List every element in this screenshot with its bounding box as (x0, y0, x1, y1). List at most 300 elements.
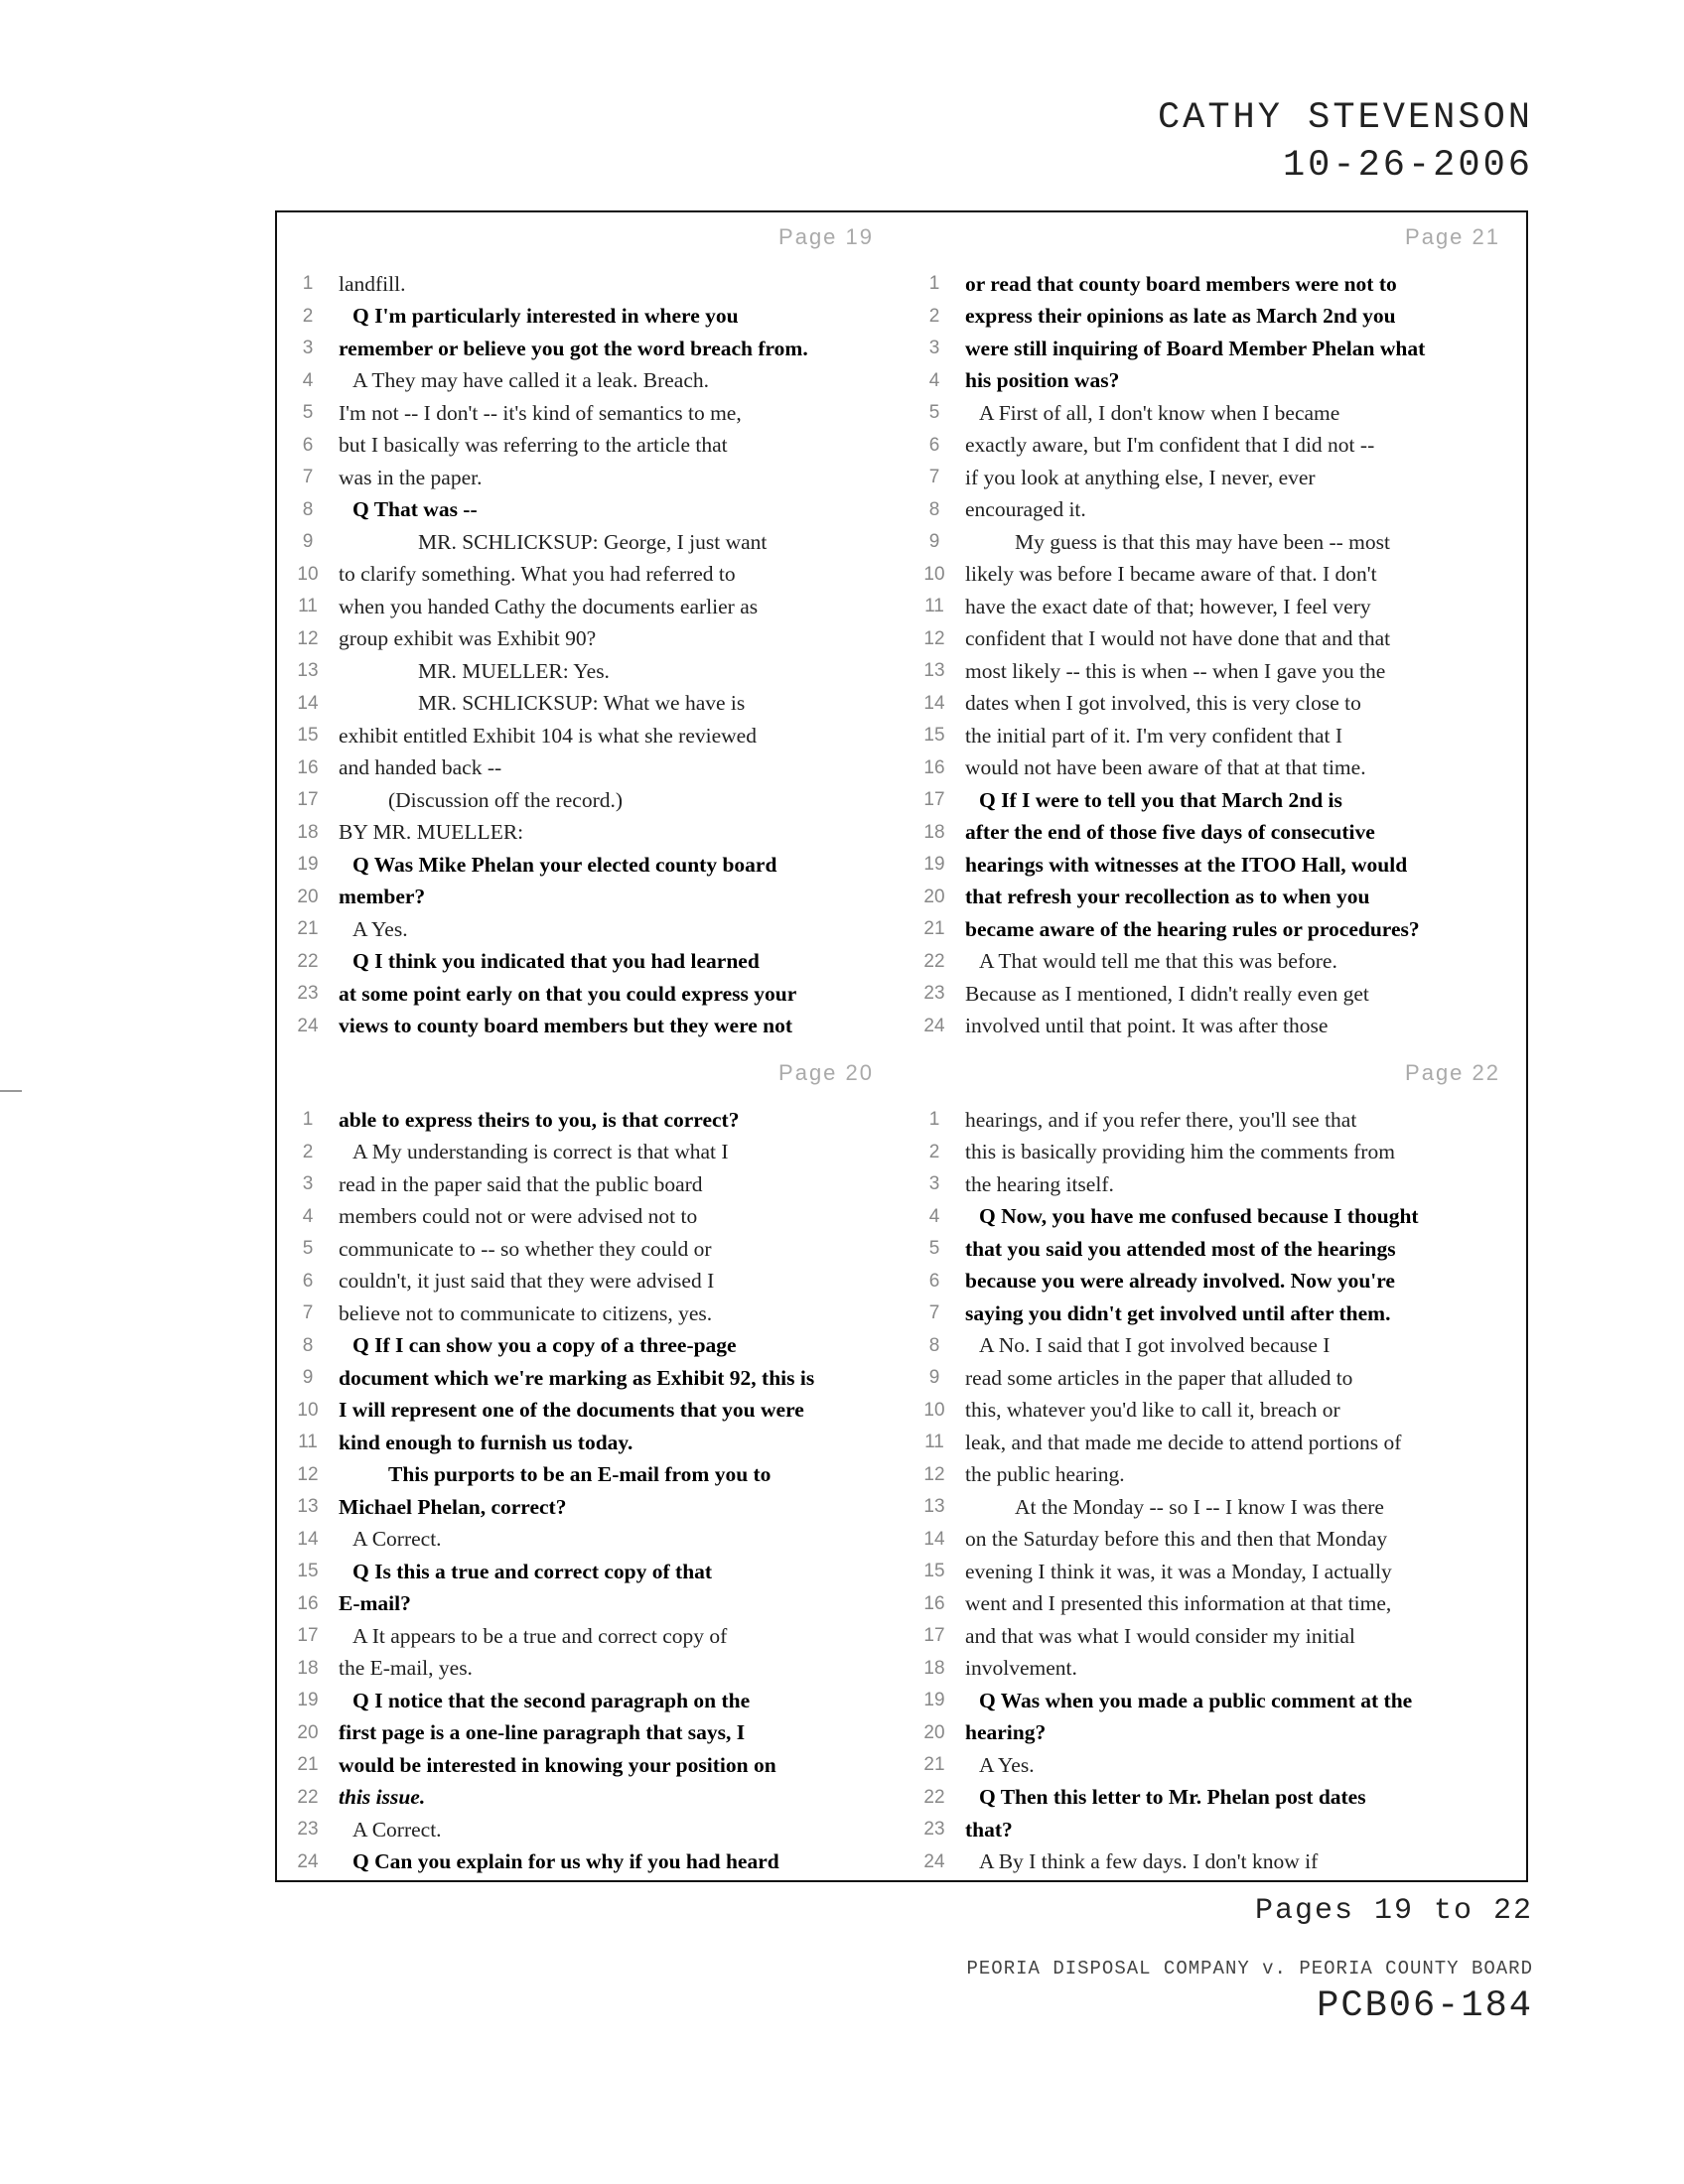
line-text: Q I notice that the second paragraph on the (352, 1688, 751, 1712)
transcript-line (904, 1653, 1530, 1686)
line-number: 1 (302, 1109, 314, 1131)
header-name: CATHY STEVENSON (1157, 97, 1533, 139)
transcript-line (904, 559, 1530, 592)
line-number: 9 (928, 1367, 940, 1389)
line-text: because you were already involved. Now you're (965, 1269, 1395, 1294)
transcript-line (277, 720, 904, 752)
transcript-line (904, 1011, 1530, 1043)
page-label: Page 19 (778, 224, 874, 249)
page-label: Page 21 (1405, 224, 1500, 249)
line-text: to clarify something. What you had referred to (339, 562, 736, 587)
line-text: members could not or were advised not to (339, 1204, 698, 1229)
line-number: 18 (923, 821, 945, 843)
line-text: believe not to communicate to citizens, yes. (339, 1300, 713, 1325)
line-text: I will represent one of the documents that you were (339, 1398, 804, 1423)
line-text: were still inquiring of Board Member Phelan what (965, 336, 1426, 360)
line-text: Q That was -- (352, 497, 478, 522)
transcript-line (277, 1201, 904, 1234)
line-text: A Correct. (352, 1527, 442, 1552)
transcript-line (904, 1362, 1530, 1395)
line-number: 4 (928, 369, 940, 391)
line-text: Q Is this a true and correct copy of that (352, 1559, 713, 1583)
line-number: 5 (928, 402, 940, 424)
line-text: became aware of the hearing rules or procedures? (965, 916, 1420, 941)
line-text: the public hearing. (965, 1462, 1125, 1487)
line-text: views to county board members but they were not (339, 1014, 793, 1038)
line-text: first page is a one-line paragraph that says, I (339, 1720, 746, 1745)
line-number: 8 (928, 1334, 940, 1356)
transcript-line (277, 1330, 904, 1363)
transcript-line (904, 1427, 1530, 1459)
line-text: MR. SCHLICKSUP: What we have is (418, 691, 746, 716)
line-text: hearings with witnesses at the ITOO Hall, would (965, 852, 1408, 877)
line-text: I'm not -- I don't -- it's kind of semantics to me, (339, 400, 742, 425)
transcript-line (277, 1459, 904, 1492)
line-text: At the Monday -- so I -- I know I was there (1015, 1494, 1384, 1519)
transcript-line (904, 1104, 1530, 1137)
line-number: 2 (928, 1141, 940, 1162)
line-text: this, whatever you'd like to call it, breach or (965, 1398, 1340, 1423)
line-text: A No. I said that I got involved because I (979, 1333, 1331, 1358)
line-number: 11 (924, 596, 944, 617)
line-text: the hearing itself. (965, 1171, 1114, 1196)
line-number: 3 (928, 1173, 940, 1195)
transcript-line (904, 1620, 1530, 1653)
line-text: this issue. (339, 1785, 426, 1810)
line-number: 19 (923, 1690, 945, 1711)
line-text: couldn't, it just said that they were advised I (339, 1269, 715, 1294)
case-number: PCB06-184 (1317, 1985, 1533, 2027)
transcript-line (277, 333, 904, 365)
line-number: 5 (928, 1238, 940, 1260)
line-text: that? (965, 1817, 1013, 1842)
line-number: 16 (297, 756, 319, 778)
transcript-line (904, 1395, 1530, 1428)
line-number: 14 (923, 1528, 945, 1550)
line-number: 22 (923, 950, 945, 972)
line-number: 21 (297, 1754, 319, 1776)
line-text: Q I'm particularly interested in where you (352, 304, 739, 329)
transcript-line (904, 365, 1530, 398)
line-text: have the exact date of that; however, I feel very (965, 594, 1371, 618)
transcript-line (904, 268, 1530, 301)
line-text: went and I presented this information at that time, (965, 1591, 1392, 1616)
line-text: would not have been aware of that at that time. (965, 755, 1366, 780)
line-text: on the Saturday before this and then that Monday (965, 1527, 1388, 1552)
transcript-line (904, 882, 1530, 914)
line-text: remember or believe you got the word breach from. (339, 336, 808, 360)
line-number: 15 (297, 1561, 319, 1582)
line-text: at some point early on that you could express your (339, 981, 797, 1006)
line-number: 24 (297, 1850, 319, 1872)
transcript-line (904, 1717, 1530, 1750)
line-text: This purports to be an E-mail from you to (388, 1462, 772, 1487)
line-text: or read that county board members were not to (965, 271, 1397, 296)
page-lines (904, 1104, 1530, 1878)
line-text: Q Was Mike Phelan your elected county board (352, 852, 777, 877)
transcript-line (904, 1297, 1530, 1330)
transcript-line (904, 1266, 1530, 1298)
page-lines (904, 268, 1530, 1042)
line-text: involved until that point. It was after those (965, 1014, 1329, 1038)
transcript-line (277, 1233, 904, 1266)
line-number: 6 (302, 1270, 314, 1292)
transcript-line (904, 1524, 1530, 1557)
transcript-line (277, 1395, 904, 1428)
transcript-line (277, 1104, 904, 1137)
transcript-line (277, 1685, 904, 1717)
line-number: 1 (302, 273, 314, 295)
line-number: 15 (923, 1561, 945, 1582)
line-number: 10 (923, 563, 945, 585)
line-text: likely was before I became aware of that. I don't (965, 562, 1377, 587)
line-number: 15 (923, 725, 945, 747)
line-text: A First of all, I don't know when I became (979, 400, 1340, 425)
line-number: 23 (297, 1819, 319, 1841)
transcript-line (277, 430, 904, 463)
line-number: 3 (928, 338, 940, 359)
transcript-line (277, 301, 904, 334)
transcript-line (904, 1685, 1530, 1717)
transcript-line (277, 1717, 904, 1750)
line-number: 12 (297, 627, 319, 649)
line-text: A It appears to be a true and correct copy of (352, 1623, 728, 1648)
line-number: 22 (297, 950, 319, 972)
line-number: 18 (297, 821, 319, 843)
transcript-line (904, 1588, 1530, 1621)
transcript-line (277, 1749, 904, 1782)
line-text: A Correct. (352, 1817, 442, 1842)
line-text: kind enough to furnish us today. (339, 1430, 633, 1454)
line-number: 12 (923, 1463, 945, 1485)
line-text: his position was? (965, 368, 1120, 393)
line-number: 9 (302, 531, 314, 553)
transcript-line (277, 1620, 904, 1653)
transcript-line (277, 1168, 904, 1201)
line-text: and that was what I would consider my initial (965, 1623, 1355, 1648)
line-number: 2 (928, 305, 940, 327)
line-text: read in the paper said that the public board (339, 1171, 703, 1196)
transcript-line (904, 1556, 1530, 1588)
line-text: read some articles in the paper that alluded to (965, 1365, 1353, 1390)
line-text: and handed back -- (339, 755, 502, 780)
transcript-frame (275, 210, 1528, 1882)
line-number: 21 (923, 1754, 945, 1776)
line-text: was in the paper. (339, 465, 483, 489)
line-number: 7 (302, 1302, 314, 1324)
line-number: 19 (297, 1690, 319, 1711)
transcript-line (904, 978, 1530, 1011)
line-number: 21 (923, 918, 945, 940)
line-text: evening I think it was, it was a Monday, I actually (965, 1559, 1392, 1583)
line-number: 14 (923, 692, 945, 714)
transcript-line (904, 752, 1530, 785)
line-number: 10 (297, 1399, 319, 1421)
line-text: Q Can you explain for us why if you had heard (352, 1849, 779, 1874)
line-number: 13 (923, 660, 945, 682)
transcript-line (904, 1846, 1530, 1879)
line-number: 22 (923, 1786, 945, 1808)
line-text: but I basically was referring to the article that (339, 433, 728, 458)
line-text: most likely -- this is when -- when I gave you the (965, 658, 1386, 683)
transcript-line (904, 913, 1530, 946)
line-number: 8 (302, 1334, 314, 1356)
transcript-line (904, 526, 1530, 559)
line-number: 13 (923, 1496, 945, 1518)
transcript-line (904, 1137, 1530, 1169)
transcript-line (277, 752, 904, 785)
line-number: 23 (923, 1819, 945, 1841)
line-text: E-mail? (339, 1591, 411, 1616)
line-number: 12 (923, 627, 945, 649)
line-number: 20 (297, 886, 319, 907)
line-number: 11 (924, 1432, 944, 1453)
line-text: communicate to -- so whether they could or (339, 1236, 712, 1261)
line-text: exactly aware, but I'm confident that I did not -- (965, 433, 1375, 458)
line-text: A Yes. (352, 916, 408, 941)
line-number: 3 (302, 1173, 314, 1195)
transcript-line (904, 1814, 1530, 1846)
line-text: A By I think a few days. I don't know if (979, 1849, 1319, 1874)
line-text: landfill. (339, 271, 406, 296)
transcript-line (277, 494, 904, 527)
page-label: Page 22 (1405, 1060, 1500, 1085)
line-number: 3 (302, 338, 314, 359)
transcript-line (277, 1011, 904, 1043)
line-text: dates when I got involved, this is very close to (965, 691, 1361, 716)
transcript-line (277, 1782, 904, 1815)
line-text: this is basically providing him the comments from (965, 1140, 1395, 1164)
transcript-line (277, 784, 904, 817)
transcript-line (277, 1362, 904, 1395)
transcript-line (277, 882, 904, 914)
transcript-line (904, 494, 1530, 527)
line-number: 1 (928, 1109, 940, 1131)
line-number: 4 (302, 369, 314, 391)
line-number: 9 (928, 531, 940, 553)
line-text: Q Then this letter to Mr. Phelan post dates (979, 1785, 1366, 1810)
transcript-line (277, 946, 904, 979)
line-number: 24 (923, 1015, 945, 1036)
line-text: My guess is that this may have been -- most (1015, 529, 1390, 554)
transcript-line (904, 688, 1530, 721)
transcript-line (904, 720, 1530, 752)
line-number: 2 (302, 305, 314, 327)
transcript-line (277, 365, 904, 398)
line-text: if you look at anything else, I never, ever (965, 465, 1316, 489)
line-number: 20 (297, 1721, 319, 1743)
line-text: involvement. (965, 1656, 1077, 1681)
transcript-line (277, 397, 904, 430)
line-text: the initial part of it. I'm very confident that I (965, 723, 1343, 748)
transcript-line (904, 462, 1530, 494)
line-number: 13 (297, 660, 319, 682)
transcript-line (277, 655, 904, 688)
line-text: Michael Phelan, correct? (339, 1494, 567, 1519)
line-number: 2 (302, 1141, 314, 1162)
line-text: the E-mail, yes. (339, 1656, 473, 1681)
line-number: 17 (297, 1625, 319, 1647)
transcript-line (277, 559, 904, 592)
line-text: BY MR. MUELLER: (339, 820, 524, 845)
line-number: 8 (928, 498, 940, 520)
transcript-line (277, 268, 904, 301)
transcript-line (277, 1266, 904, 1298)
line-number: 17 (923, 1625, 945, 1647)
transcript-line (277, 1297, 904, 1330)
transcript-line (904, 849, 1530, 882)
page-lines (277, 1104, 904, 1878)
line-number: 12 (297, 1463, 319, 1485)
transcript-line (904, 1459, 1530, 1492)
case-caption: PEORIA DISPOSAL COMPANY v. PEORIA COUNTY BOARD (966, 1958, 1533, 1979)
transcript-line (277, 913, 904, 946)
line-number: 11 (298, 596, 318, 617)
line-number: 10 (923, 1399, 945, 1421)
transcript-line (904, 397, 1530, 430)
line-number: 9 (302, 1367, 314, 1389)
transcript-line (904, 1201, 1530, 1234)
line-number: 4 (302, 1205, 314, 1227)
line-text: A Yes. (979, 1752, 1035, 1777)
transcript-line (277, 1556, 904, 1588)
transcript-line (904, 1330, 1530, 1363)
transcript-line (904, 817, 1530, 850)
line-text: saying you didn't get involved until after them. (965, 1300, 1391, 1325)
transcript-line (277, 526, 904, 559)
line-number: 7 (928, 467, 940, 488)
line-text: MR. MUELLER: Yes. (418, 658, 610, 683)
line-text: A That would tell me that this was before. (979, 949, 1337, 974)
transcript-page (277, 212, 904, 1048)
line-text: MR. SCHLICKSUP: George, I just want (418, 529, 768, 554)
line-text: that you said you attended most of the hearings (965, 1236, 1396, 1261)
transcript-line (277, 623, 904, 656)
line-text: when you handed Cathy the documents earlier as (339, 594, 759, 618)
line-text: member? (339, 885, 426, 909)
transcript-line (904, 655, 1530, 688)
transcript-line (904, 1233, 1530, 1266)
page-lines (277, 268, 904, 1042)
line-text: able to express theirs to you, is that correct? (339, 1107, 740, 1132)
page-label: Page 20 (778, 1060, 874, 1085)
transcript-line (277, 1524, 904, 1557)
line-text: express their opinions as late as March 2nd you (965, 304, 1396, 329)
line-number: 17 (923, 789, 945, 811)
transcript-line (277, 1588, 904, 1621)
transcript-line (277, 1427, 904, 1459)
line-text: Q Now, you have me confused because I thought (979, 1204, 1419, 1229)
line-text: encouraged it. (965, 497, 1086, 522)
transcript-line (277, 817, 904, 850)
header-date: 10-26-2006 (1282, 145, 1533, 187)
transcript-line (277, 1846, 904, 1879)
line-number: 17 (297, 789, 319, 811)
transcript-line (904, 430, 1530, 463)
line-number: 8 (302, 498, 314, 520)
transcript-line (277, 978, 904, 1011)
line-number: 16 (923, 756, 945, 778)
line-number: 21 (297, 918, 319, 940)
line-number: 6 (928, 1270, 940, 1292)
line-number: 14 (297, 1528, 319, 1550)
transcript-line (277, 849, 904, 882)
transcript-line (904, 946, 1530, 979)
line-text: group exhibit was Exhibit 90? (339, 626, 597, 651)
line-text: that refresh your recollection as to when you (965, 885, 1370, 909)
line-number: 16 (923, 1592, 945, 1614)
line-text: exhibit entitled Exhibit 104 is what she reviewed (339, 723, 757, 748)
transcript-line (277, 591, 904, 623)
transcript-line (904, 591, 1530, 623)
transcript-line (904, 1782, 1530, 1815)
line-number: 23 (297, 983, 319, 1005)
line-number: 16 (297, 1592, 319, 1614)
line-number: 4 (928, 1205, 940, 1227)
line-number: 18 (297, 1657, 319, 1679)
line-number: 19 (923, 854, 945, 876)
page-range: Pages 19 to 22 (1254, 1894, 1533, 1928)
line-text: A My understanding is correct is that what I (352, 1140, 729, 1164)
transcript-line (904, 1491, 1530, 1524)
line-text: would be interested in knowing your position on (339, 1752, 776, 1777)
line-text: (Discussion off the record.) (388, 787, 624, 812)
line-number: 24 (923, 1850, 945, 1872)
transcript-line (904, 1749, 1530, 1782)
line-text: A They may have called it a leak. Breach. (352, 368, 709, 393)
line-text: leak, and that made me decide to attend portions of (965, 1430, 1402, 1454)
line-number: 23 (923, 983, 945, 1005)
transcript-line (277, 688, 904, 721)
line-number: 7 (928, 1302, 940, 1324)
line-text: hearing? (965, 1720, 1047, 1745)
line-number: 20 (923, 886, 945, 907)
line-text: hearings, and if you refer there, you'll see that (965, 1107, 1357, 1132)
line-text: document which we're marking as Exhibit 92, this is (339, 1365, 815, 1390)
line-text: Q Was when you made a public comment at the (979, 1688, 1413, 1712)
transcript-line (277, 1814, 904, 1846)
line-number: 6 (302, 434, 314, 456)
transcript-line (904, 333, 1530, 365)
transcript-line (904, 301, 1530, 334)
line-text: Q I think you indicated that you had learned (352, 949, 760, 974)
transcript-line (904, 1168, 1530, 1201)
transcript-page (277, 1048, 904, 1884)
line-number: 15 (297, 725, 319, 747)
line-number: 7 (302, 467, 314, 488)
line-number: 22 (297, 1786, 319, 1808)
transcript-line (277, 1653, 904, 1686)
line-number: 13 (297, 1496, 319, 1518)
line-text: Q If I can show you a copy of a three-page (352, 1333, 737, 1358)
transcript-line (904, 623, 1530, 656)
line-number: 18 (923, 1657, 945, 1679)
line-text: Q If I were to tell you that March 2nd is (979, 787, 1342, 812)
line-number: 11 (298, 1432, 318, 1453)
line-number: 19 (297, 854, 319, 876)
line-number: 6 (928, 434, 940, 456)
line-text: after the end of those five days of consecutive (965, 820, 1375, 845)
line-number: 10 (297, 563, 319, 585)
line-text: Because as I mentioned, I didn't really even get (965, 981, 1369, 1006)
transcript-page (904, 1048, 1530, 1884)
line-number: 24 (297, 1015, 319, 1036)
transcript-line (277, 462, 904, 494)
line-number: 5 (302, 402, 314, 424)
transcript-line (277, 1137, 904, 1169)
line-number: 1 (928, 273, 940, 295)
line-text: confident that I would not have done that and that (965, 626, 1391, 651)
